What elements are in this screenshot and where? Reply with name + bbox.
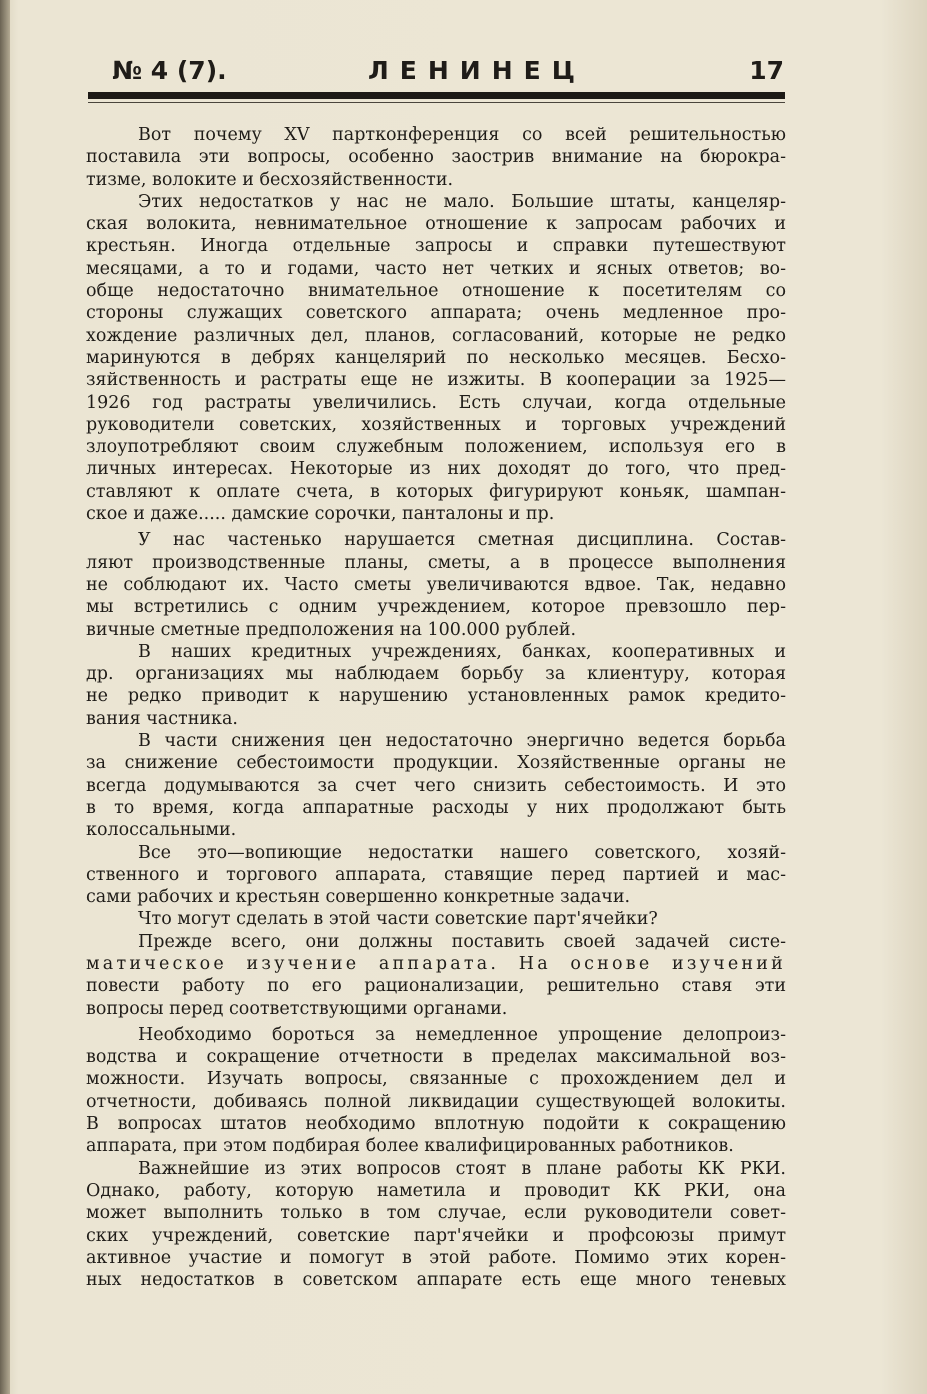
text-line: Необходимо бороться за немедленное упрощение делопроиз- bbox=[138, 1024, 786, 1045]
text-line: не редко приводит к нарушению установленных рамок кредито- bbox=[86, 686, 786, 707]
text-line: повести работу по его рационализации, решительно ставя эти bbox=[86, 976, 786, 997]
text-line: активное участие и помогут в этой работе. Помимо этих корен- bbox=[86, 1247, 786, 1268]
text-line: колоссальными. bbox=[86, 820, 237, 841]
text-line: месяцами, а то и годами, часто нет четких и ясных ответов; во- bbox=[86, 258, 786, 279]
text-line: тизме, волоките и бесхозяйственности. bbox=[86, 169, 454, 190]
text-line: матическое изучение аппарата. На основе изучений bbox=[86, 953, 786, 974]
text-line: Этих недостатков у нас не мало. Большие штаты, канцеляр- bbox=[138, 191, 786, 212]
text-line: стороны служащих советского аппарата; очень медленное про- bbox=[86, 303, 786, 324]
text-line: 1926 год растраты увеличились. Есть случаи, когда отдельные bbox=[86, 392, 786, 413]
text-line: вичные сметные предположения на 100.000 рублей. bbox=[86, 619, 577, 640]
text-line: отчетности, добиваясь полной ликвидации существующей волокиты. bbox=[86, 1091, 786, 1112]
text-line: зяйственность и растраты еще не изжиты. В кооперации за 1925— bbox=[86, 370, 786, 391]
article-body bbox=[86, 124, 786, 1291]
text-line: Вот почему XV партконференция со всей решительностью bbox=[138, 125, 786, 145]
text-line: мы встретились с одним учреждением, которое превзошло пер- bbox=[86, 597, 786, 618]
text-line: обще недостаточно внимательное отношение к посетителям со bbox=[86, 281, 786, 302]
text-line: руководители советских, хозяйственных и торговых учреждений bbox=[86, 414, 786, 435]
text-line: Однако, работу, которую наметила и проводит КК РКИ, она bbox=[86, 1180, 786, 1201]
text-line: всегда додумываются за счет чего снизить себестоимость. И это bbox=[86, 775, 786, 796]
text-line: можности. Изучать вопросы, связанные с прохождением дел и bbox=[86, 1069, 786, 1090]
text-line: Важнейшие из этих вопросов стоят в плане работы КК РКИ. bbox=[138, 1158, 786, 1179]
text-line: поставила эти вопросы, особенно заострив внимание на бюрокра- bbox=[86, 147, 786, 168]
text-line: не соблюдают их. Часто сметы увеличиваются вдвое. Так, недавно bbox=[86, 574, 786, 595]
text-line: за снижение себестоимости продукции. Хозяйственные органы не bbox=[86, 753, 786, 774]
text-line: личных интересах. Некоторые из них доходят до того, что пред- bbox=[86, 459, 786, 480]
text-line: др. организациях мы наблюдаем борьбу за клиентуру, которая bbox=[86, 664, 786, 685]
text-line: ственного и торгового аппарата, ставящие перед партией и мас- bbox=[86, 864, 786, 885]
text-line: ставляют к оплате счета, в которых фигурируют коньяк, шампан- bbox=[86, 481, 786, 502]
page-number: 17 bbox=[749, 56, 784, 85]
text-line: вопросы перед соответствующими органами. bbox=[86, 998, 508, 1019]
header-rule-thin bbox=[88, 102, 785, 103]
text-line: У нас частенько нарушается сметная дисциплина. Состав- bbox=[138, 530, 786, 551]
text-line: хождение различных дел, планов, согласований, которые не редко bbox=[86, 325, 786, 346]
text-line: вания частника. bbox=[86, 708, 238, 729]
header-rule bbox=[88, 92, 785, 99]
text-line: ская волокита, невнимательное отношение к запросам рабочих и bbox=[86, 214, 786, 235]
page-header bbox=[112, 52, 784, 96]
text-line: Что могут сделать в этой части советские парт'ячейки? bbox=[138, 909, 658, 930]
text-line: ское и даже..... дамские сорочки, панталоны и пр. bbox=[86, 504, 555, 525]
text-line: ских учреждений, советские парт'ячейки и профсоюзы примут bbox=[86, 1225, 786, 1246]
text-line: ляют производственные планы, сметы, а в процессе выполнения bbox=[86, 552, 786, 573]
issue-number: № 4 (7). bbox=[112, 56, 227, 85]
text-line: может выполнить только в том случае, если руководители совет- bbox=[86, 1203, 786, 1224]
text-line: аппарата, при этом подбирая более квалифицированных работников. bbox=[86, 1136, 734, 1157]
book-spine-edge bbox=[0, 0, 10, 1394]
text-line: в то время, когда аппаратные расходы у них продолжают быть bbox=[86, 797, 786, 818]
text-line: маринуются в дебрях канцелярий по несколько месяцев. Бесхо- bbox=[86, 347, 786, 368]
text-line: злоупотребляют своим служебным положением, используя его в bbox=[86, 437, 786, 458]
text-line: В наших кредитных учреждениях, банках, кооперативных и bbox=[138, 641, 786, 662]
text-line: Прежде всего, они должны поставить своей задачей систе- bbox=[138, 931, 786, 952]
text-line: водства и сокращение отчетности в пределах максимальной воз- bbox=[86, 1047, 786, 1068]
text-line: ных недостатков в советском аппарате есть еще много теневых bbox=[86, 1270, 786, 1291]
text-line: сами рабочих и крестьян совершенно конкретные задачи. bbox=[86, 887, 631, 908]
journal-title: ЛЕНИНЕЦ bbox=[368, 56, 586, 85]
text-line: В части снижения цен недостаточно энергично ведется борьба bbox=[138, 731, 786, 752]
text-line: В вопросах штатов необходимо вплотную подойти к сокращению bbox=[86, 1114, 786, 1135]
text-line: крестьян. Иногда отдельные запросы и справки путешествуют bbox=[86, 236, 786, 257]
text-line: Все это—вопиющие недостатки нашего советского, хозяй- bbox=[138, 842, 786, 863]
